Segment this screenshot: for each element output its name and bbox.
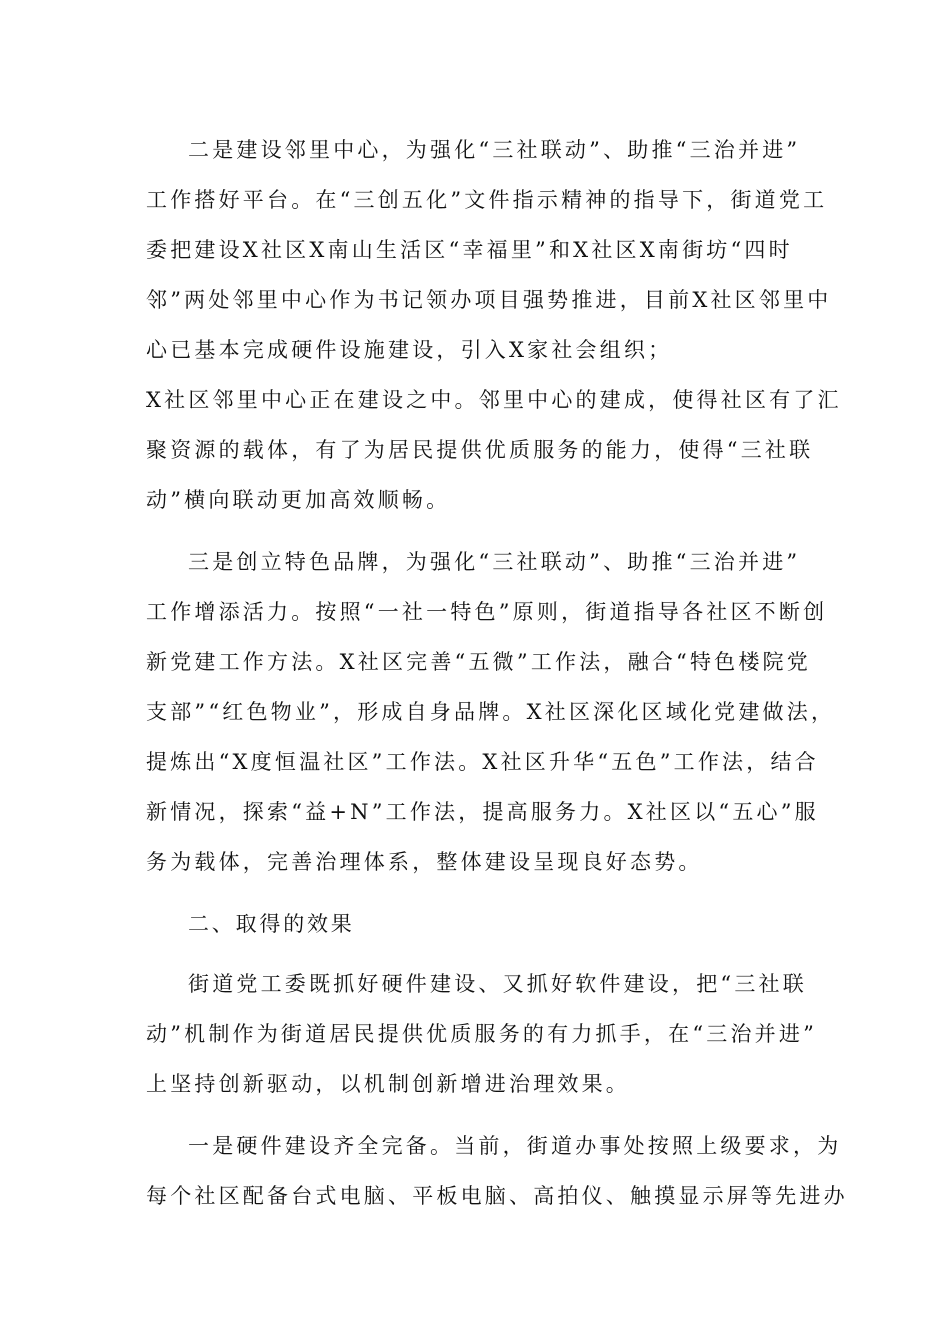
text-line: 邻”两处邻里中心作为书记领办项目强势推进，目前X社区邻里中 xyxy=(146,288,832,312)
text-line: 二是建设邻里中心，为强化“三社联动”、助推“三治并进” xyxy=(188,138,801,162)
text-line: 街道党工委既抓好硬件建设、又抓好软件建设，把“三社联 xyxy=(188,972,807,996)
text-line: 动”横向联动更加高效顺畅。 xyxy=(146,488,451,512)
text-line: 新情况，探索“益+N”工作法，提高服务力。X社区以“五心”服 xyxy=(146,800,819,824)
text-line: 工作增添活力。按照“一社一特色”原则，街道指导各社区不断创 xyxy=(146,600,828,624)
text-line: 每个社区配备台式电脑、平板电脑、高拍仪、触摸显示屏等先进办 xyxy=(146,1184,848,1208)
text-line: 聚资源的载体，有了为居民提供优质服务的能力，使得“三社联 xyxy=(146,438,814,462)
text-line: 一是硬件建设齐全完备。当前，街道办事处按照上级要求，为 xyxy=(188,1134,842,1158)
text-line: 务为载体，完善治理体系，整体建设呈现良好态势。 xyxy=(146,850,703,874)
text-line: 三是创立特色品牌，为强化“三社联动”、助推“三治并进” xyxy=(188,550,801,574)
text-line: 支部”“红色物业”，形成自身品牌。X社区深化区域化党建做法， xyxy=(146,700,836,724)
text-line: 心已基本完成硬件设施建设，引入X家社会组织； xyxy=(146,338,673,362)
section-heading: 二、取得的效果 xyxy=(188,912,355,936)
text-line: 提炼出“X度恒温社区”工作法。X社区升华“五色”工作法，结合 xyxy=(146,750,819,774)
text-line: 委把建设X社区X南山生活区“幸福里”和X社区X南街坊“四时 xyxy=(146,238,793,262)
text-line: 上坚持创新驱动，以机制创新增进治理效果。 xyxy=(146,1072,630,1096)
text-line: 工作搭好平台。在“三创五化”文件指示精神的指导下，街道党工 xyxy=(146,188,828,212)
text-line: X社区邻里中心正在建设之中。邻里中心的建成，使得社区有了汇 xyxy=(146,388,842,412)
text-line: 动”机制作为街道居民提供优质服务的有力抓手，在“三治并进” xyxy=(146,1022,818,1046)
text-line: 新党建工作方法。X社区完善“五微”工作法，融合“特色楼院党 xyxy=(146,650,811,674)
